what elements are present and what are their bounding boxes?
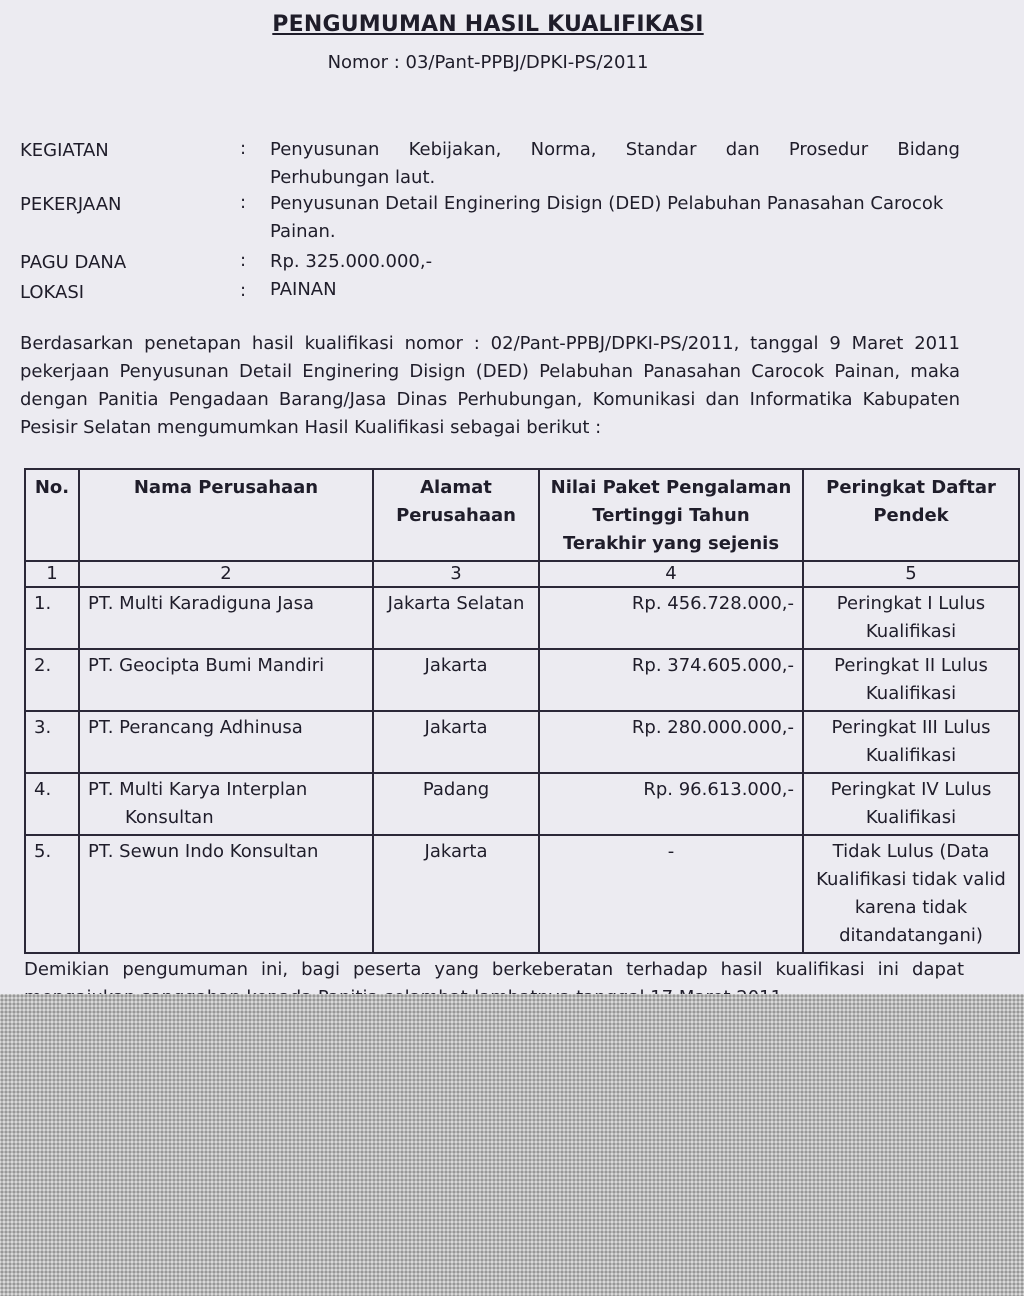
info-colon: :	[240, 250, 247, 271]
cell-alamat: Jakarta	[373, 711, 539, 773]
column-number: 5	[803, 561, 1019, 587]
table-column-number-row	[25, 561, 1019, 587]
cell-peringkat: Peringkat III Lulus Kualifikasi	[803, 711, 1019, 773]
cell-nilai: Rp. 280.000.000,-	[539, 711, 803, 773]
column-number: 1	[25, 561, 79, 587]
cell-nama: PT. Geocipta Bumi Mandiri	[79, 649, 373, 711]
table-row	[25, 587, 1019, 649]
info-label: PEKERJAAN	[20, 194, 122, 215]
info-label: KEGIATAN	[20, 140, 109, 161]
cell-alamat: Jakarta	[373, 835, 539, 953]
info-value: PAINAN	[270, 279, 337, 300]
document-number: Nomor : 03/Pant-PPBJ/DPKI-PS/2011	[327, 52, 649, 73]
cell-peringkat: Peringkat IV Lulus Kualifikasi	[803, 773, 1019, 835]
cell-nama-line: Konsultan	[125, 807, 214, 828]
info-value-line: Penyusunan Detail Enginering Disign (DED) Pelabuhan Panasahan Carocok	[270, 193, 944, 214]
info-value-line: Perhubungan laut.	[270, 167, 436, 188]
cell-nama: PT. Multi Karadiguna Jasa	[79, 587, 373, 649]
header-nama: Nama Perusahaan	[79, 469, 373, 561]
cell-no: 2.	[25, 649, 79, 711]
info-colon: :	[240, 280, 247, 301]
info-label: LOKASI	[20, 282, 85, 303]
table-row	[25, 773, 1019, 835]
cell-no: 4.	[25, 773, 79, 835]
cell-nilai: Rp. 96.613.000,-	[539, 773, 803, 835]
info-value-line: Penyusunan Kebijakan, Norma, Standar dan Prosedur Bidang	[270, 139, 960, 160]
table-row	[25, 649, 1019, 711]
cell-peringkat: Peringkat II Lulus Kualifikasi	[803, 649, 1019, 711]
cell-no: 3.	[25, 711, 79, 773]
info-label: PAGU DANA	[20, 252, 127, 273]
scan-noise-area	[0, 994, 1024, 1296]
closing-paragraph-cut	[24, 984, 964, 994]
cell-nama-line: PT. Multi Karya Interplan	[88, 779, 308, 800]
cell-alamat: Jakarta	[373, 649, 539, 711]
cell-peringkat: Tidak Lulus (Data Kualifikasi tidak valid karena tidak ditandatangani)	[803, 835, 1019, 953]
header-no: No.	[25, 469, 79, 561]
info-value: Rp. 325.000.000,-	[270, 251, 433, 272]
cell-nilai: Rp. 374.605.000,-	[539, 649, 803, 711]
header-peringkat: Peringkat Daftar Pendek	[803, 469, 1019, 561]
qualification-table	[24, 468, 1020, 954]
cell-nama: PT. Sewun Indo Konsultan	[79, 835, 373, 953]
table-header-row	[25, 469, 1019, 561]
cell-nama	[79, 773, 373, 835]
header-nilai: Nilai Paket Pengalaman Tertinggi Tahun Terakhir yang sejenis	[539, 469, 803, 561]
column-number: 2	[79, 561, 373, 587]
column-number: 3	[373, 561, 539, 587]
table-row	[25, 711, 1019, 773]
cell-nilai: -	[539, 835, 803, 953]
document-title: PENGUMUMAN HASIL KUALIFIKASI	[272, 12, 704, 37]
info-value	[270, 136, 960, 192]
cell-nilai: Rp. 456.728.000,-	[539, 587, 803, 649]
cell-alamat: Padang	[373, 773, 539, 835]
cell-no: 1.	[25, 587, 79, 649]
header-alamat: Alamat Perusahaan	[373, 469, 539, 561]
column-number: 4	[539, 561, 803, 587]
info-colon: :	[240, 192, 247, 213]
cell-nama: PT. Perancang Adhinusa	[79, 711, 373, 773]
info-value-line: Painan.	[270, 221, 336, 242]
cell-no: 5.	[25, 835, 79, 953]
cell-alamat: Jakarta Selatan	[373, 587, 539, 649]
table-row	[25, 835, 1019, 953]
announcement-paragraph: Berdasarkan penetapan hasil kualifikasi nomor : 02/Pant-PPBJ/DPKI-PS/2011, tanggal 9 Maret 2011 pekerjaan Penyusunan Detail Enginering Disign (DED) Pelabuhan Panasahan Carocok Painan, maka dengan Panitia Pengadaan Barang/Jasa Dinas Perhubungan, Komunikasi dan Informatika Kabupaten Pesisir Selatan mengumumkan Hasil Kualifikasi sebagai berikut :	[20, 333, 960, 438]
cell-peringkat: Peringkat I Lulus Kualifikasi	[803, 587, 1019, 649]
info-value	[270, 190, 960, 246]
info-colon: :	[240, 138, 247, 159]
closing-paragraph: Demikian pengumuman ini, bagi peserta yang berkeberatan terhadap hasil kualifikasi ini dapat	[24, 959, 964, 980]
